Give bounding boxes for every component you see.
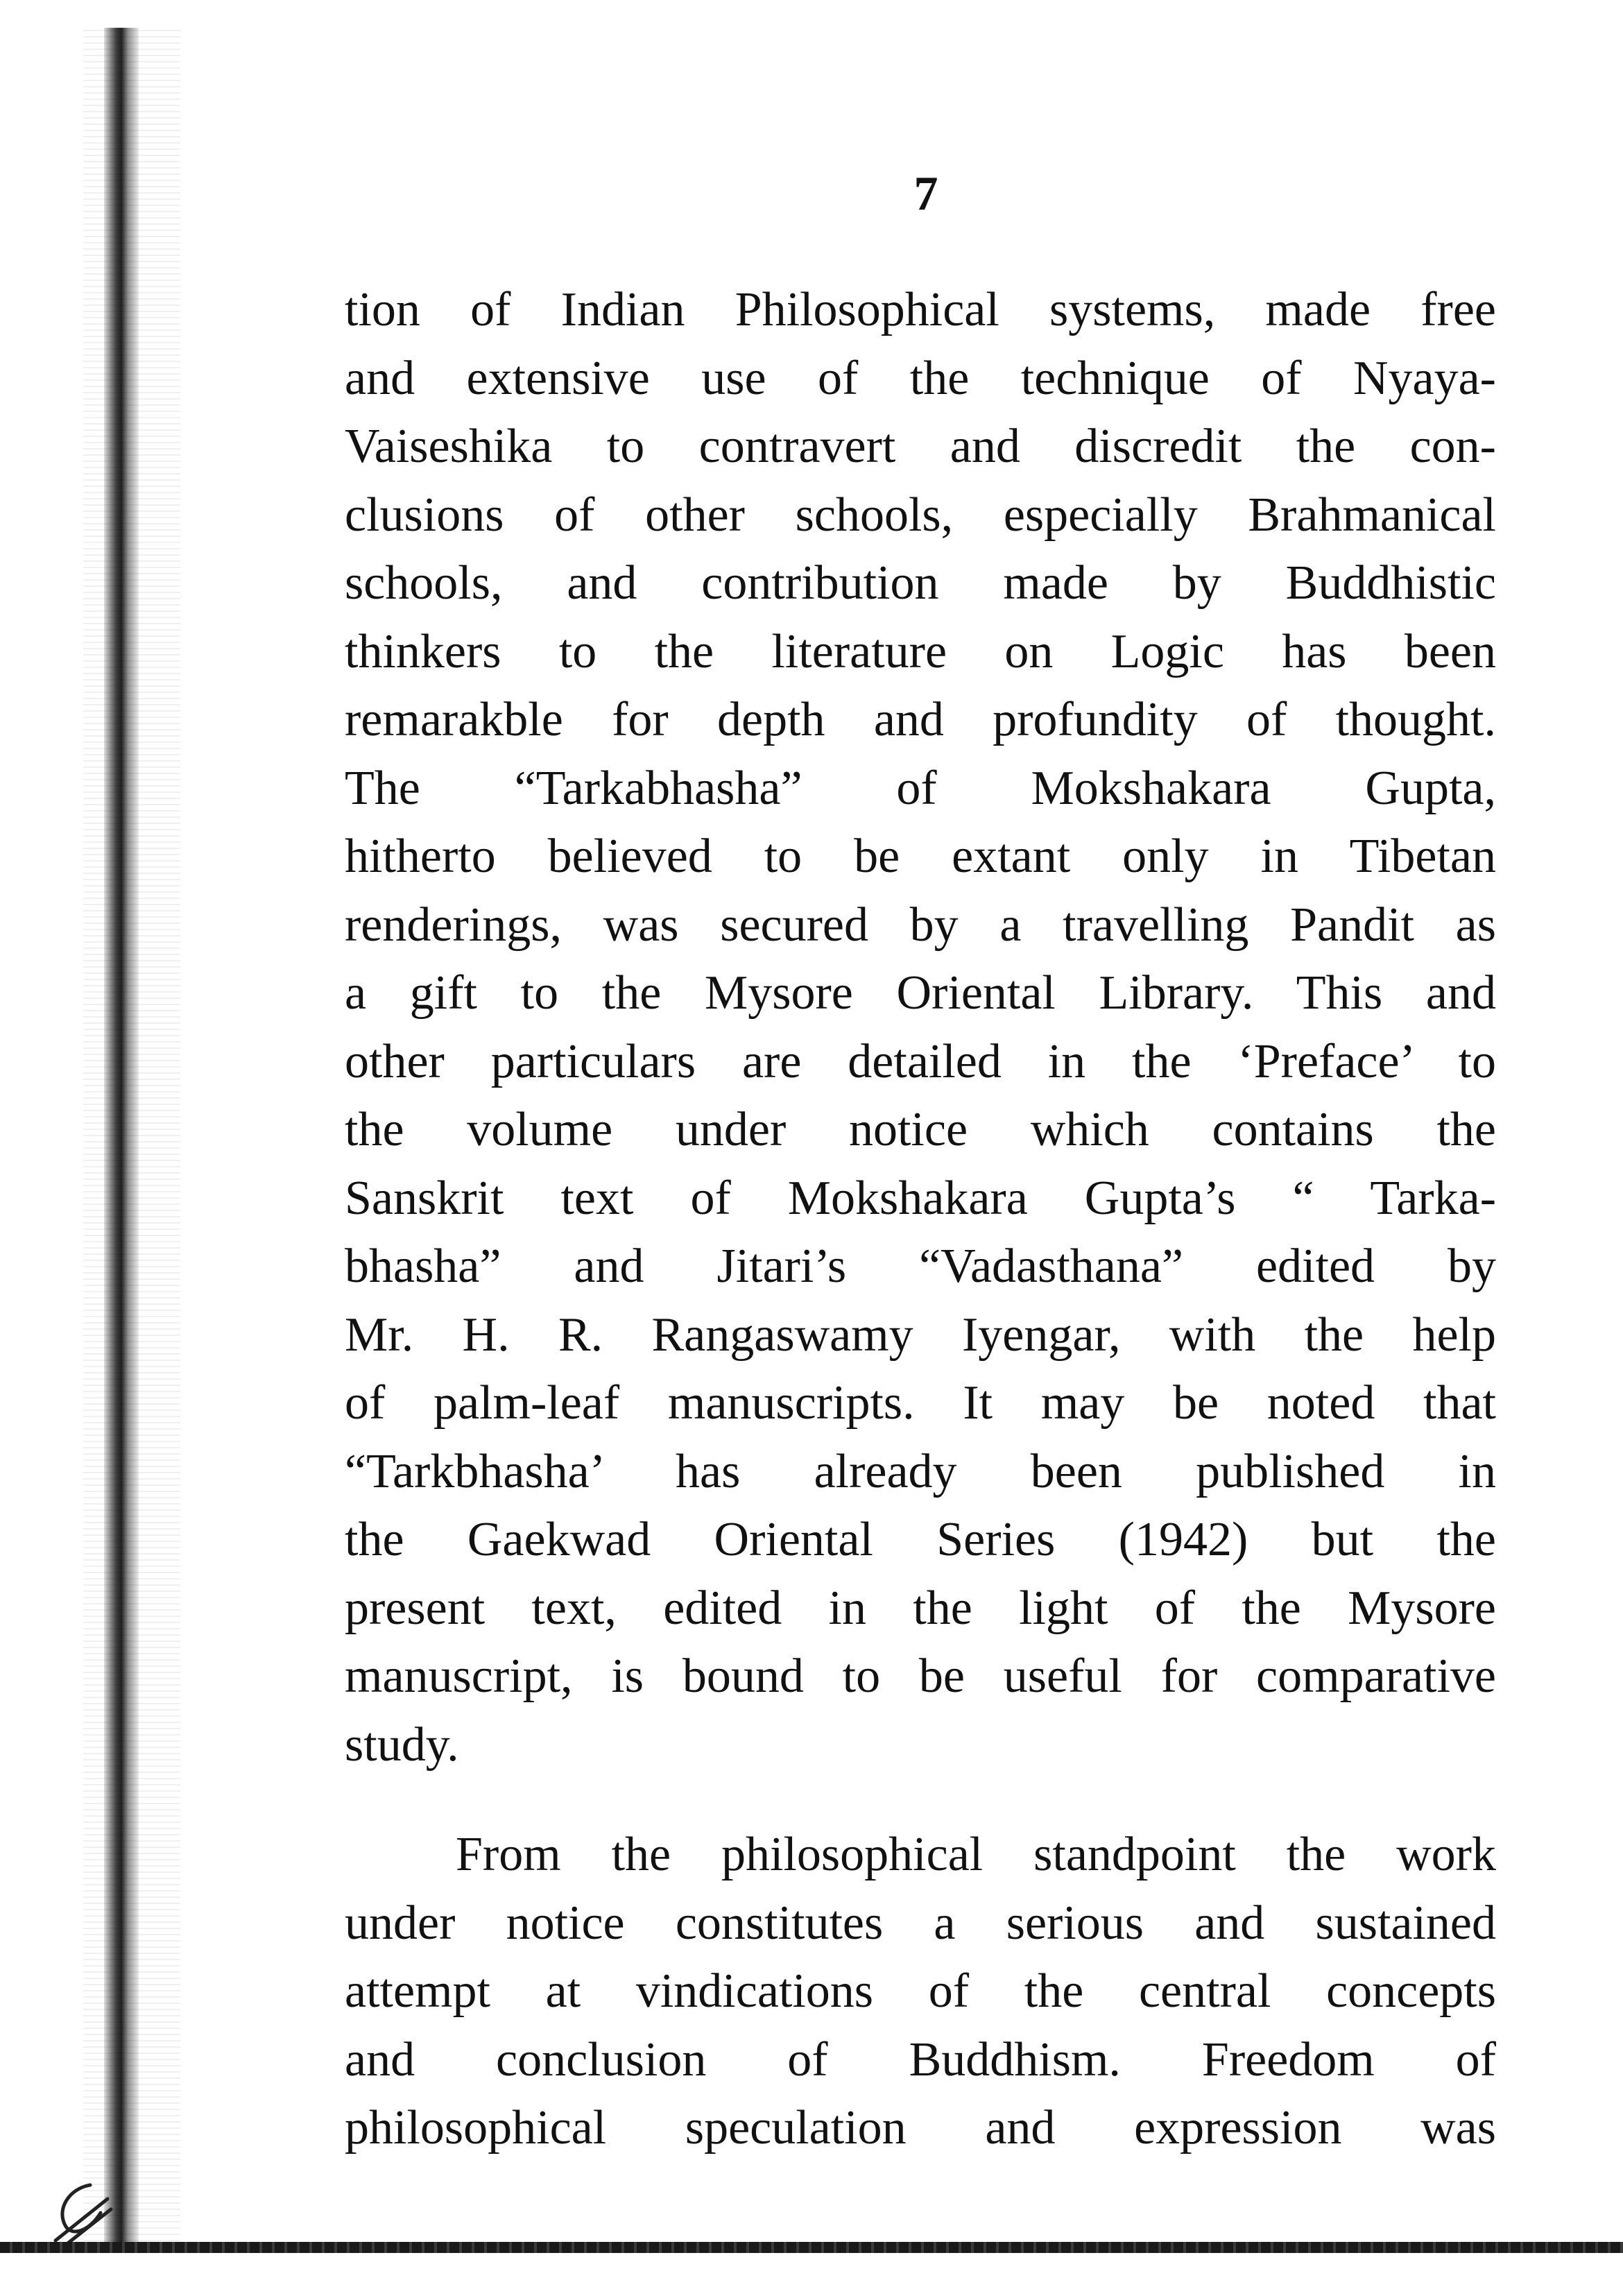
text-line: and extensive use of the technique of Nyaya- (345, 351, 1496, 405)
text-line: hitherto believed to be extant only in Tibetan (345, 830, 1496, 883)
text-line: tion of Indian Philosophical systems, made free (345, 283, 1496, 336)
text-line: a gift to the Mysore Oriental Library. This and (345, 966, 1496, 1020)
text-line: other particulars are detailed in the ‘Preface’ to (345, 1034, 1496, 1088)
text-line: renderings, was secured by a travelling Pandit as (345, 898, 1496, 952)
text-line: the volume under notice which contains the (345, 1103, 1496, 1156)
text-line: Mr. H. R. Rangaswamy Iyengar, with the help (345, 1308, 1496, 1362)
paragraph-2 (345, 1821, 1496, 2163)
text-line: schools, and contribution made by Buddhistic (345, 556, 1496, 610)
body-text (345, 276, 1496, 2163)
text-line: The “Tarkabhasha” of Mokshakara Gupta, (345, 761, 1496, 815)
paragraph-gap (345, 1779, 1496, 1821)
text-line: clusions of other schools, especially Brahmanical (345, 488, 1496, 542)
text-line: From the philosophical standpoint the work (456, 1828, 1496, 1881)
text-line: Sanskrit text of Mokshakara Gupta’s “ Tarka- (345, 1171, 1496, 1225)
text-line: present text, edited in the light of the Mysore (345, 1581, 1496, 1635)
text-line: attempt at vindications of the central concepts (345, 1964, 1496, 2018)
text-line: under notice constitutes a serious and sustained (345, 1896, 1496, 1950)
text-line: of palm-leaf manuscripts. It may be noted that (345, 1376, 1496, 1430)
text-line: remarakble for depth and profundity of thought. (345, 693, 1496, 746)
scan-noise (83, 28, 180, 2247)
text-line: thinkers to the literature on Logic has been (345, 624, 1496, 678)
text-line: philosophical speculation and expression was (345, 2101, 1496, 2154)
text-line: study. (345, 1717, 459, 1772)
text-line: and conclusion of Buddhism. Freedom of (345, 2032, 1496, 2087)
text-line: “Tarkbhasha’ has already been published in (345, 1444, 1496, 1498)
text-line: the Gaekwad Oriental Series (1942) but the (345, 1513, 1496, 1566)
text-line: Vaiseshika to contravert and discredit the con- (345, 420, 1496, 473)
scan-bottom-edge (0, 2242, 1623, 2253)
paragraph-1 (345, 276, 1496, 1779)
text-line: manuscript, is bound to be useful for comparative (345, 1650, 1496, 1703)
text-line: bhasha” and Jitari’s “Vadasthana” edited by (345, 1240, 1496, 1293)
page-number: 7 (913, 167, 938, 221)
